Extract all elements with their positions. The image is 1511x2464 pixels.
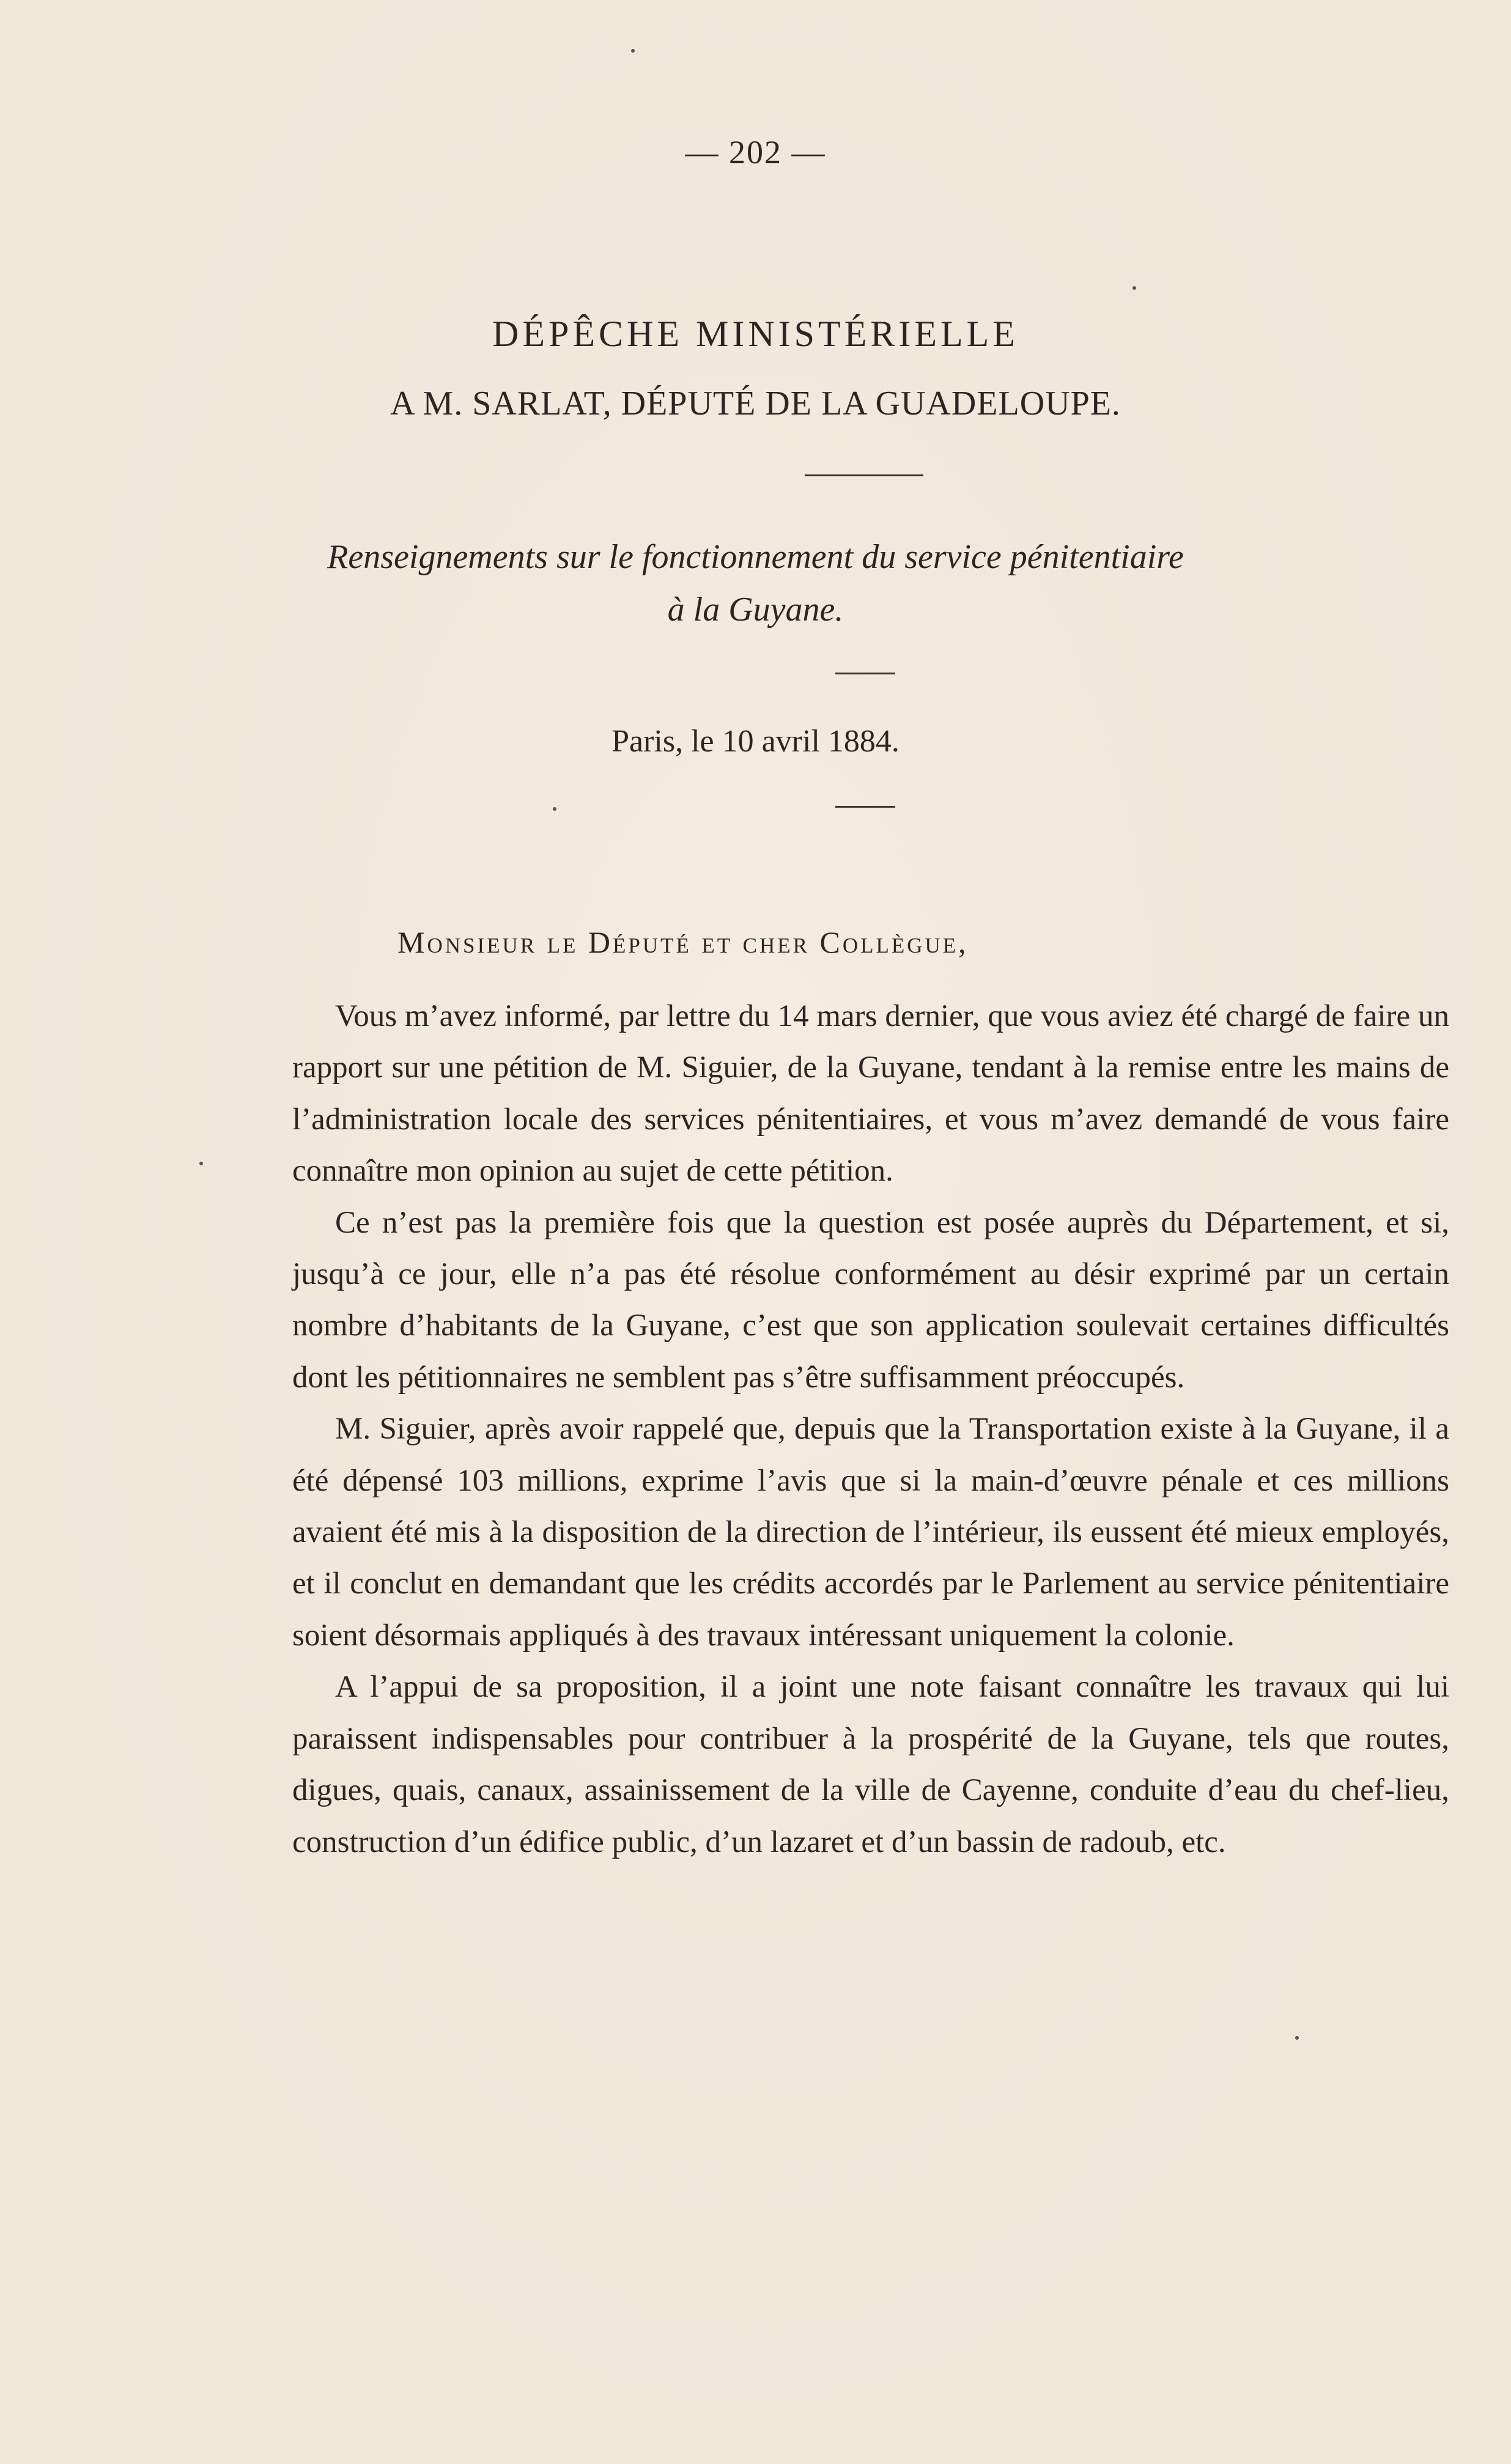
salutation: Monsieur le Député et cher Collègue,: [397, 925, 969, 959]
paragraph: M. Siguier, après avoir rappelé que, depuis que la Transportation existe à la Guyane, il a été dépensé 103 millions, exprime l’avis que si la main-d’œuvre pénale et ces millions avaient été mis à la disposition de la direction de l’intérieur, ils eussent été mieux employés, et il conclut en demandant que les crédits accordés par le Parlement au service pénitentiaire soient désormais appliqués à des travaux intéressant uniquement la colonie.: [292, 1412, 1449, 1653]
subject-line-1: Renseignements sur le fonctionnement du service pénitentiaire: [327, 538, 1184, 576]
paper-speck: [553, 807, 556, 811]
separator-rule: [835, 806, 895, 808]
paper-speck: [1295, 2036, 1299, 2040]
separator-rule: [805, 474, 923, 476]
paragraph: Ce n’est pas la première fois que la question est posée auprès du Département, et si, jusqu’à ce jour, elle n’a pas été résolue conformément au désir exprimé par un certain nombre d’habitants de la Guyane, c’est que son application soulevait certaines difficultés dont les pétitionnaires ne semblent pas s’être suffisamment préoccupés.: [292, 1205, 1449, 1395]
subject-line-2: à la Guyane.: [667, 591, 844, 629]
letter-body: [292, 990, 1449, 1868]
dateline: Paris, le 10 avril 1884.: [611, 724, 900, 759]
subject-heading: [0, 531, 1511, 636]
addressee: A M. SARLAT, DÉPUTÉ DE LA GUADELOUPE.: [390, 385, 1121, 422]
paragraph: Vous m’avez informé, par lettre du 14 mars dernier, que vous aviez été chargé de faire un rapport sur une pétition de M. Siguier, de la Guyane, tendant à la remise entre les mains de l’administration locale des services pénitentiaires, et vous m’avez demandé de vous faire connaître mon opinion au sujet de cette pétition.: [292, 999, 1449, 1189]
page-number: — 202 —: [685, 134, 826, 171]
paragraph: A l’appui de sa proposition, il a joint une note faisant connaître les travaux qui lui paraissent indispensables pour contribuer à la prospérité de la Guyane, tels que routes, digues, quais, canaux, assainissement de la ville de Cayenne, conduite d’eau du chef-lieu, construction d’un édifice public, d’un lazaret et d’un bassin de radoub, etc.: [292, 1670, 1449, 1859]
document-title: DÉPÊCHE MINISTÉRIELLE: [492, 314, 1019, 354]
paper-speck: [631, 49, 635, 53]
separator-rule: [835, 673, 895, 674]
paper-speck: [199, 1162, 203, 1165]
paper-speck: [1132, 286, 1136, 290]
